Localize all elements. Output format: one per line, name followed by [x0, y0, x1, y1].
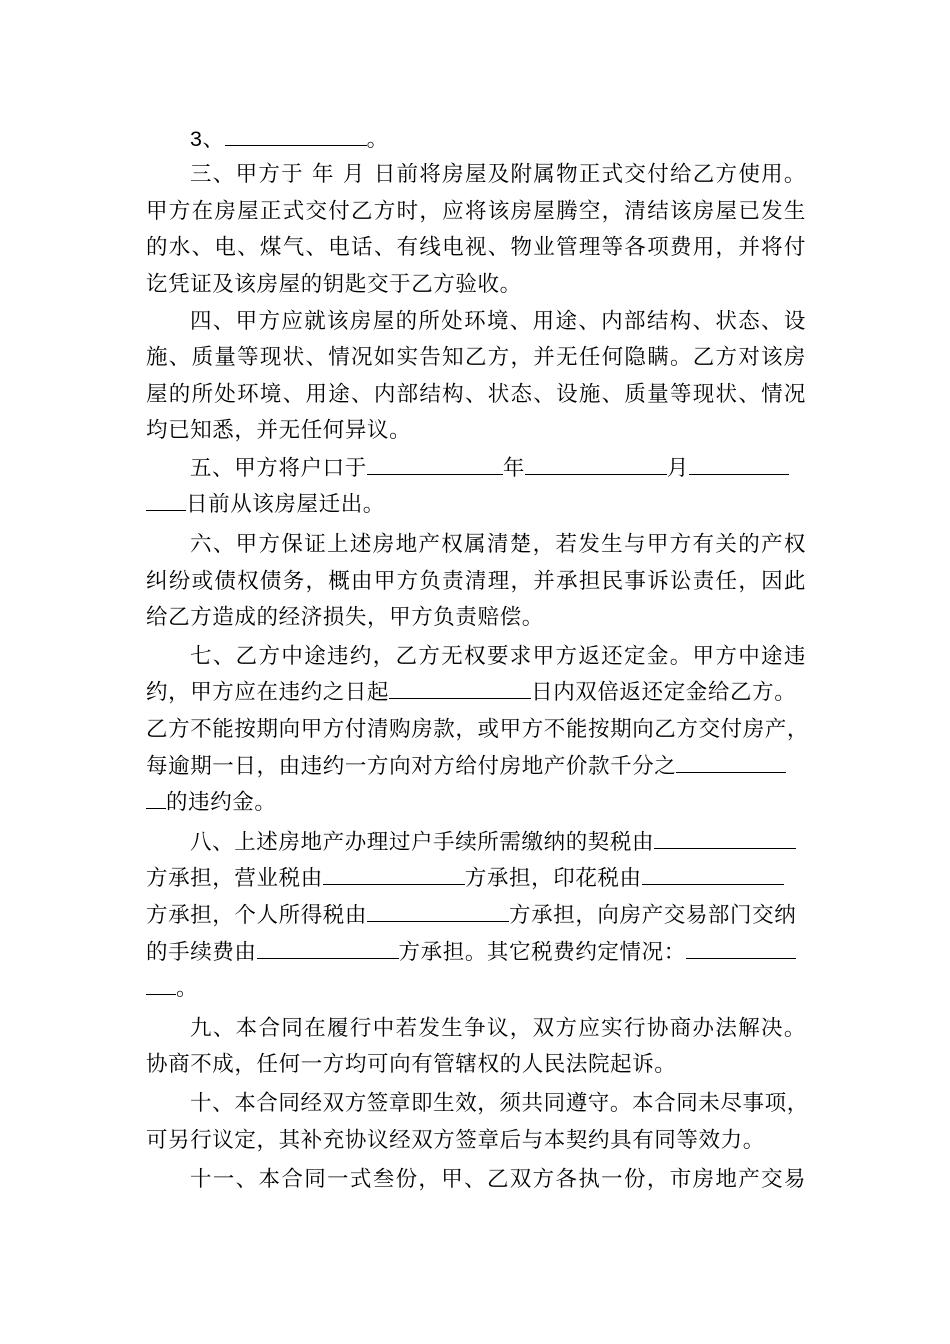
clause-4-line-4: 均已知悉，并无任何异议。: [146, 418, 412, 443]
clause-6-line-1: 六、甲方保证上述房地产权属清楚，若发生与甲方有关的产权: [190, 532, 806, 557]
clause-8-line-3: 方承担，个人所得税由 方承担，向房产交易部门交纳: [146, 903, 797, 928]
clause-8-line-2: 方承担，营业税由 方承担，印花税由: [146, 864, 806, 894]
clause-item-3: 3、 。: [190, 127, 389, 152]
clause-3-line-2: 甲方在房屋正式交付乙方时，应将该房屋腾空，清结该房屋已发生: [146, 199, 806, 224]
clause-10-line-1: 十、本合同经双方签章即生效，须共同遵守。本合同未尽事项，: [190, 1091, 809, 1116]
clause-3-line-1: 三、甲方于 年 月 日前将房屋及附属物正式交付给乙方使用。: [190, 162, 806, 187]
clause-7-line-3: 乙方不能按期向甲方付清购房款，或甲方不能按期向乙方交付房产，: [146, 717, 810, 742]
clause-10-line-2: 可另行议定，其补充协议经双方签章后与本契约具有同等效力。: [146, 1128, 765, 1153]
clause-11-line-1: 十一、本合同一式叁份，甲、乙双方各执一份，市房地产交易: [190, 1167, 806, 1192]
clause-9-line-2: 协商不成，任何一方均可向有管辖权的人民法院起诉。: [146, 1052, 677, 1077]
blank-field: [146, 490, 186, 511]
clause-4-line-1: 四、甲方应就该房屋的所处环境、用途、内部结构、状态、设: [190, 309, 806, 334]
clause-6-line-3: 给乙方造成的经济损失，甲方负责赔偿。: [146, 605, 544, 630]
clause-3-line-3: 的水、电、煤气、电话、有线电视、物业管理等各项费用，并将付: [146, 235, 806, 260]
blank-field: [367, 901, 509, 922]
clause-6-line-2: 纠纷或债权债务，概由甲方负责清理，并承担民事诉讼责任，因此: [146, 569, 806, 594]
clause-5-line-2: 日前从该房屋迁出。: [146, 490, 806, 520]
clause-9-line-1: 九、本合同在履行中若发生争议，双方应实行协商办法解决。: [190, 1016, 806, 1041]
blank-field: [525, 454, 667, 475]
blank-field: [642, 864, 784, 885]
clause-7-line-4: 每逾期一日，由违约一方向对方给付房地产价款千分之: [146, 752, 806, 782]
clause-8-line-5: 。: [146, 974, 806, 1004]
blank-field: [676, 752, 786, 773]
blank-field: [654, 828, 796, 849]
blank-field: [389, 678, 531, 699]
clause-4-line-2: 施、质量等现状、情况如实告知乙方，并无任何隐瞒。乙方对该房: [146, 345, 806, 370]
clause-7-line-1: 七、乙方中途违约，乙方无权要求甲方返还定金。甲方中途违: [190, 644, 806, 669]
blank-field: [689, 454, 789, 475]
blank-field: [146, 974, 176, 995]
blank-field: [323, 864, 465, 885]
blank-field: [225, 125, 367, 146]
clause-8-line-4: 的手续费由 方承担。其它税费约定情况：: [146, 938, 806, 968]
clause-5-line-1: 五、甲方将户口于 年 月: [190, 454, 806, 484]
blank-field: [367, 454, 503, 475]
blank-field: [257, 938, 399, 959]
clause-4-line-3: 屋的所处环境、用途、内部结构、状态、设施、质量等现状、情况: [146, 382, 806, 407]
clause-8-line-1: 八、上述房地产办理过户手续所需缴纳的契税由: [190, 828, 806, 858]
blank-field: [686, 938, 796, 959]
blank-field: [146, 788, 166, 809]
clause-7-line-5: 的违约金。: [146, 788, 806, 818]
clause-7-line-2: 约，甲方应在违约之日起 日内双倍返还定金给乙方。: [146, 680, 797, 705]
clause-3-line-4: 讫凭证及该房屋的钥匙交于乙方验收。: [146, 272, 522, 297]
